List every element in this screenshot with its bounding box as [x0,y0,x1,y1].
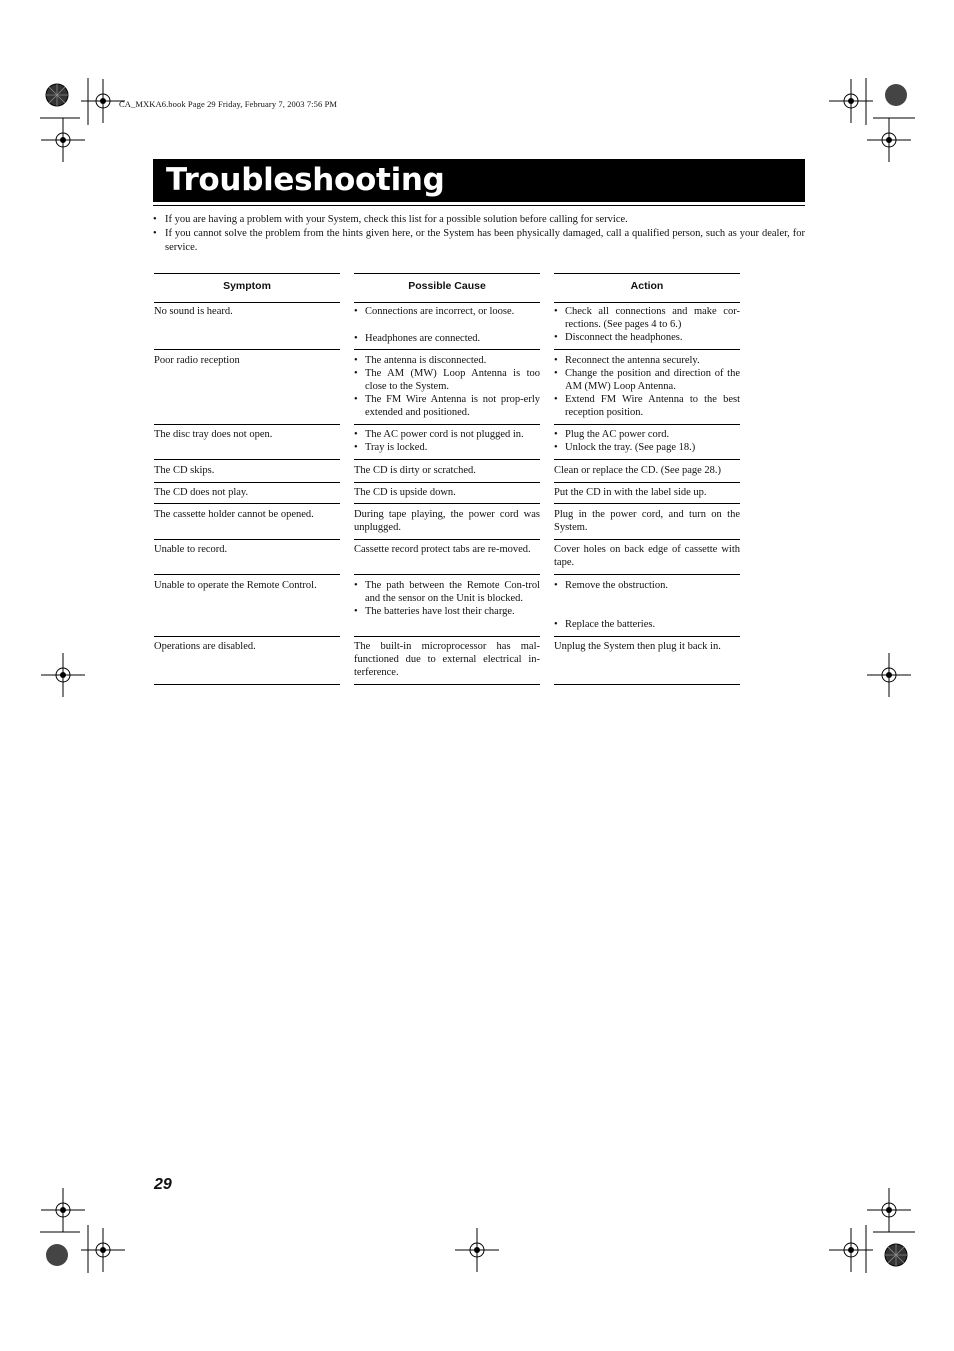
cause-cell: The CD is upside down. [354,483,540,504]
action-cell: Put the CD in with the label side up. [554,483,740,504]
cause-item: • The AM (MW) Loop Antenna is too close to the System. [354,367,540,393]
cause-item: • The batteries have lost their charge. [354,605,540,618]
cause-cell: The built-in microprocessor has mal-functioned due to external electrical in-terference. [354,637,540,685]
cause-item: • The antenna is disconnected. [354,354,540,367]
symptom-cell: The CD does not play. [154,483,340,504]
action-cell: Cover holes on back edge of cassette with tape. [554,540,740,575]
cause-item: • The FM Wire Antenna is not prop-erly extended and positioned. [354,393,540,419]
symptom-cell: Unable to record. [154,540,340,575]
action-cell: Clean or replace the CD. (See page 28.) [554,461,740,483]
action-item: • Check all connections and make cor-rections. (See pages 4 to 6.) [554,305,740,331]
action-item: • Reconnect the antenna securely. [554,354,740,367]
action-item: • Change the position and direction of the AM (MW) Loop Antenna. [554,367,740,393]
action-item: • Replace the batteries. [554,618,740,631]
action-item: • Extend FM Wire Antenna to the best reception position. [554,393,740,419]
cause-item: • Connections are incorrect, or loose. [354,305,540,318]
action-cell: Unplug the System then plug it back in. [554,637,740,685]
action-item: • Unlock the tray. (See page 18.) [554,441,740,454]
action-item: • Disconnect the headphones. [554,331,740,344]
cause-item: • Tray is locked. [354,441,540,454]
header-possible-cause: Possible Cause [354,273,540,303]
action-item: • Plug the AC power cord. [554,428,740,441]
symptom-cell: The cassette holder cannot be opened. [154,505,340,540]
page-title: Troubleshooting [166,162,445,198]
page-number: 29 [154,1176,172,1193]
symptom-cell: Poor radio reception [154,351,340,425]
symptom-cell: Operations are disabled. [154,637,340,685]
intro-item: • If you cannot solve the problem from the hints given here, or the System has been physically damaged, call a qualified person, such as your dealer, for service. [153,228,805,253]
header-symptom: Symptom [154,273,340,303]
action-item: • Remove the obstruction. [554,579,740,592]
cause-cell: During tape playing, the power cord was unplugged. [354,505,540,540]
action-cell: Plug in the power cord, and turn on the System. [554,505,740,540]
symptom-cell: The disc tray does not open. [154,425,340,460]
symptom-cell: No sound is heard. [154,302,340,350]
cause-item: • The AC power cord is not plugged in. [354,428,540,441]
intro-item: • If you are having a problem with your System, check this list for a possible solution before calling for service. [153,214,628,225]
cause-item: • The path between the Remote Con-trol and the sensor on the Unit is blocked. [354,579,540,605]
cause-cell: Cassette record protect tabs are re-moved. [354,540,540,575]
cause-item: • Headphones are connected. [354,332,540,345]
symptom-cell: Unable to operate the Remote Control. [154,576,340,637]
file-info-line: CA_MXKA6.book Page 29 Friday, February 7, 2003 7:56 PM [119,99,338,109]
cause-cell: The CD is dirty or scratched. [354,461,540,483]
symptom-cell: The CD skips. [154,461,340,483]
header-action: Action [554,273,740,303]
